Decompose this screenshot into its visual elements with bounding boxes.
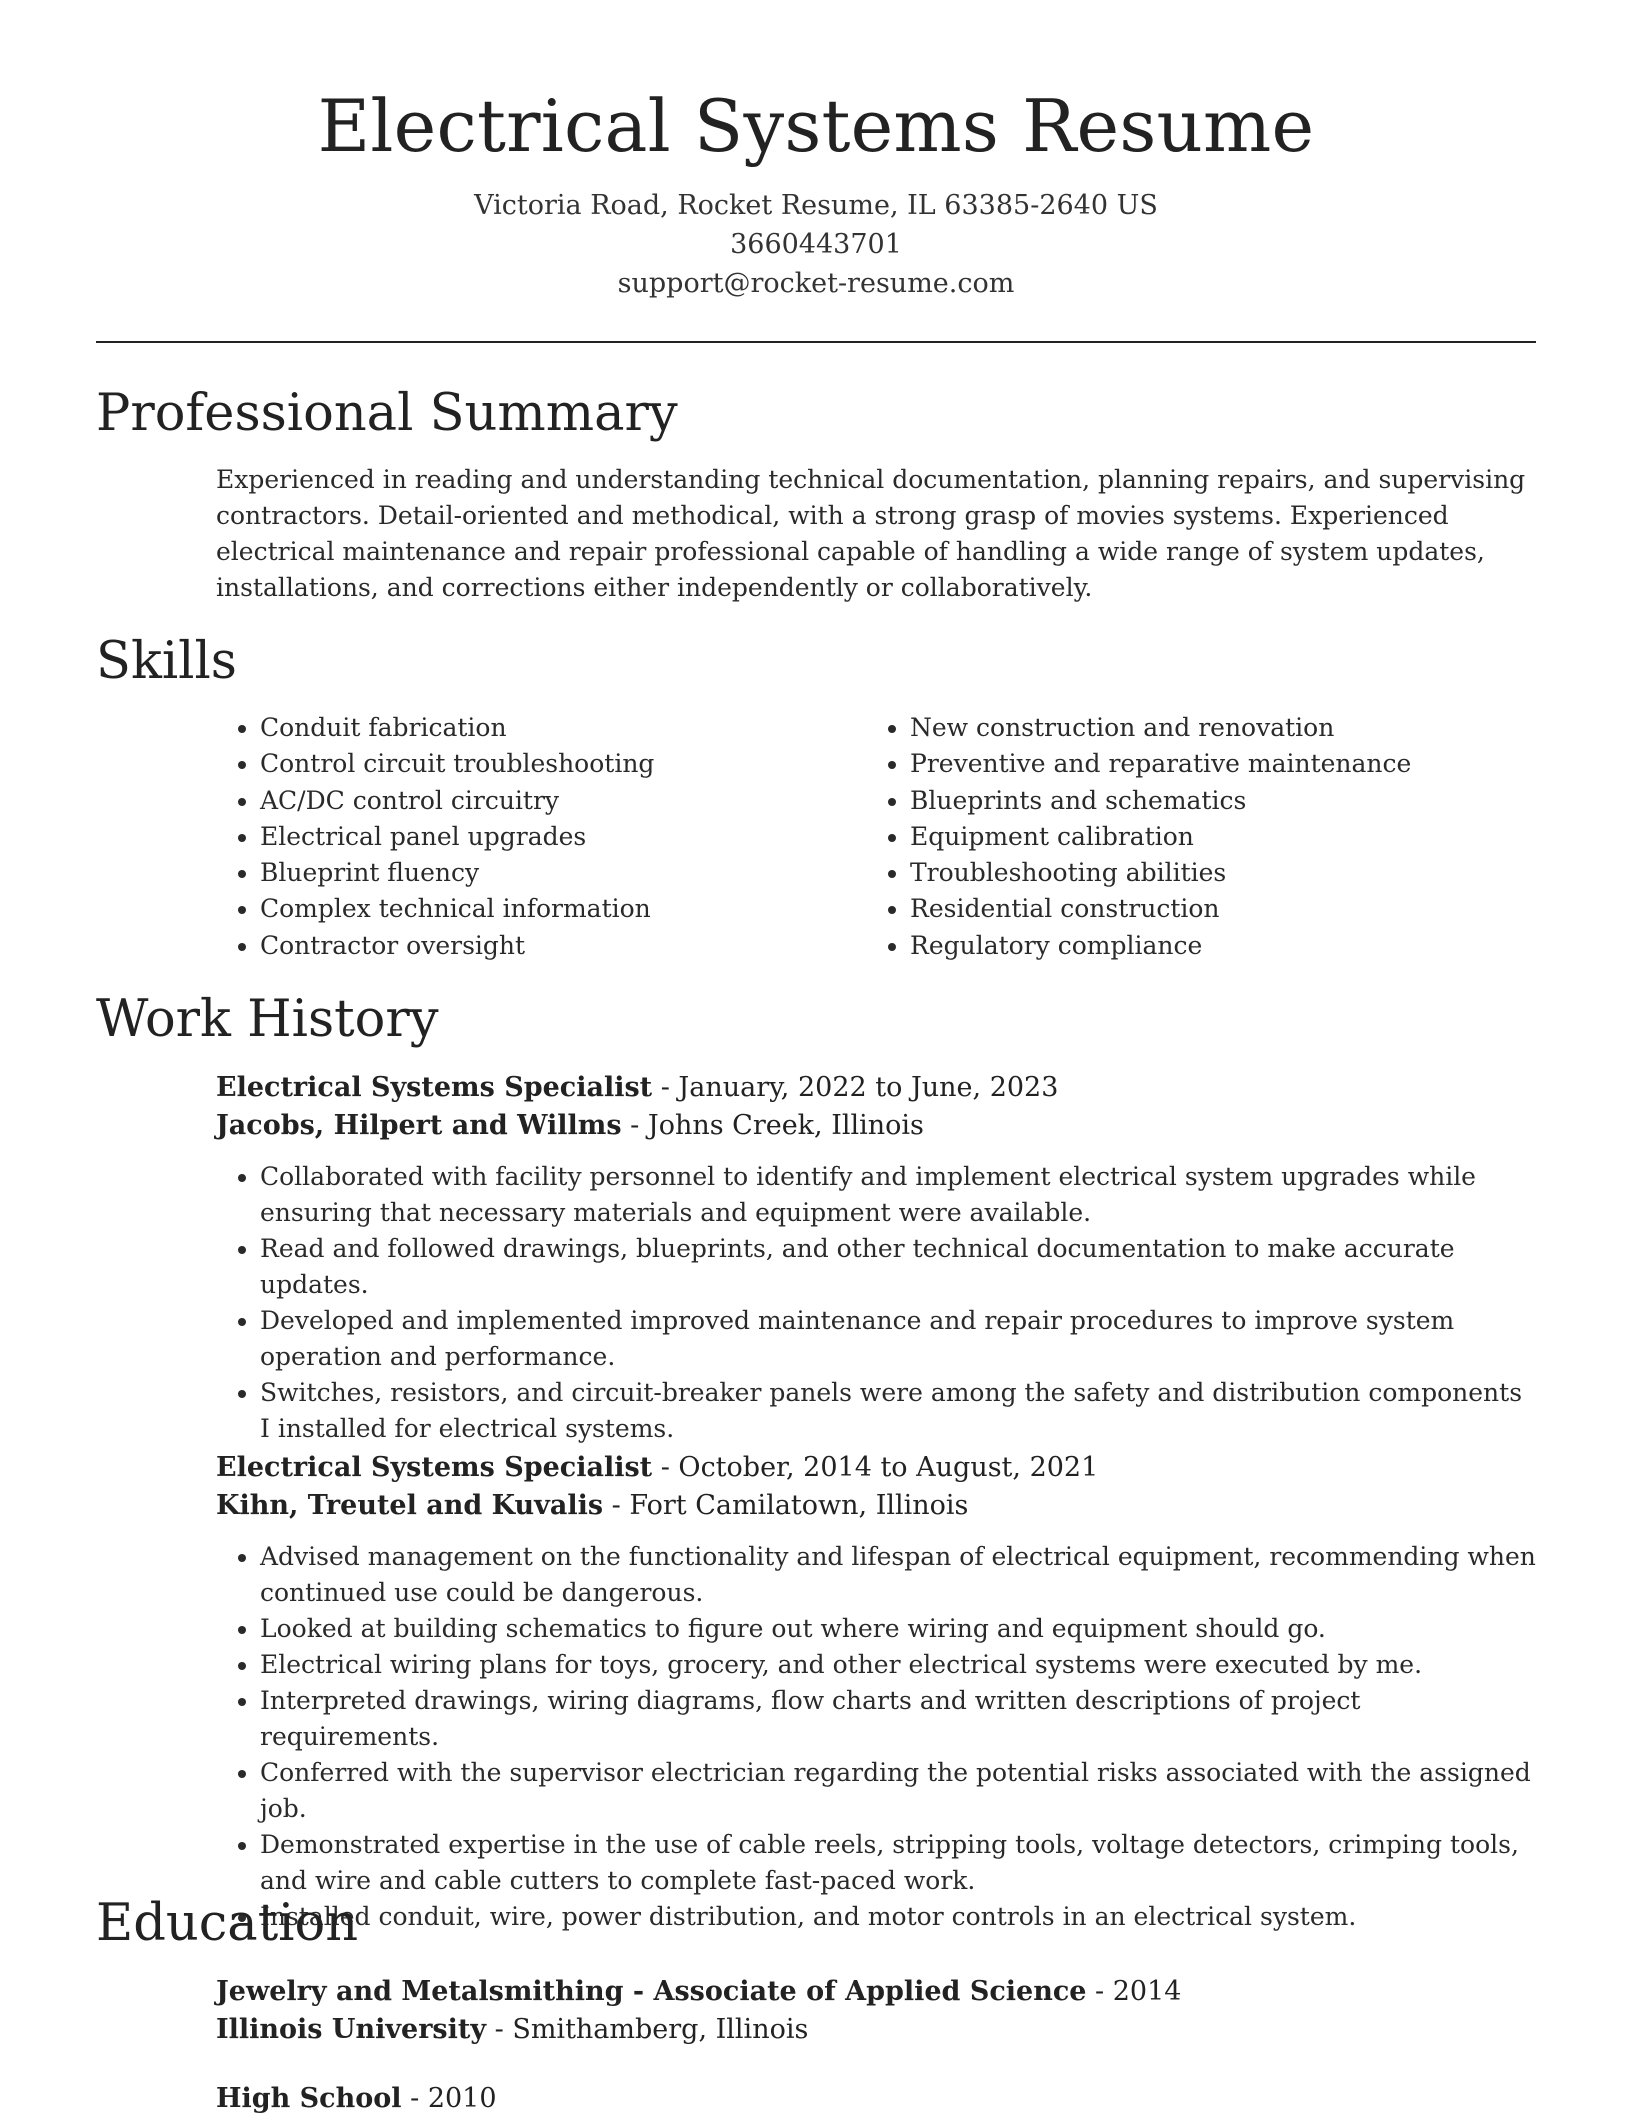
job-location: - Fort Camilatown, Illinois: [603, 1490, 969, 1521]
header-divider: [96, 341, 1536, 343]
skill-item: • Control circuit troubleshooting: [260, 746, 816, 782]
job-duty: • Demonstrated expertise in the use of cable reels, stripping tools, voltage detectors, crimping tools, and wire and cable cutters to complete fast-paced work.: [260, 1827, 1536, 1899]
skill-item: • Regulatory compliance: [910, 928, 1536, 964]
contact-info: [0, 186, 1632, 303]
skills-column-right: [866, 710, 1536, 964]
skill-item: • Electrical panel upgrades: [260, 819, 816, 855]
skills-list-right: [866, 710, 1536, 964]
skill-item: • Complex technical information: [260, 891, 816, 927]
job-title: Electrical Systems Specialist: [216, 1072, 653, 1103]
job-duty: • Interpreted drawings, wiring diagrams, flow charts and written descriptions of project requirements.: [260, 1683, 1536, 1755]
skills-heading: Skills: [96, 632, 237, 691]
resume-title: Electrical Systems Resume: [317, 84, 1315, 168]
job-entry: [216, 1449, 1536, 1935]
resume-header: [0, 80, 1632, 303]
job-entry: [216, 1069, 1536, 1447]
skill-item: • Residential construction: [910, 891, 1536, 927]
education-location: - Smithamberg, Illinois: [486, 2014, 809, 2045]
education-program: High School: [216, 2083, 402, 2114]
skill-item: • Blueprints and schematics: [910, 783, 1536, 819]
job-duty: • Advised management on the functionality and lifespan of electrical equipment, recommending when continued use could be dangerous.: [260, 1539, 1536, 1611]
education-program-line: [216, 1973, 1536, 2011]
job-duty: • Looked at building schematics to figure out where wiring and equipment should go.: [260, 1611, 1536, 1647]
education-heading: Education: [96, 1894, 359, 1953]
skill-item: • Conduit fabrication: [260, 710, 816, 746]
education-year: - 2010: [401, 2083, 497, 2114]
work-history-heading: Work History: [96, 990, 439, 1049]
job-company: Jacobs, Hilpert and Willms: [216, 1110, 622, 1141]
skill-item: • Blueprint fluency: [260, 855, 816, 891]
education-school: Illinois University: [216, 2014, 487, 2045]
education-program: Jewelry and Metalsmithing - Associate of Applied Science: [216, 1976, 1087, 2007]
contact-address: Victoria Road, Rocket Resume, IL 63385-2640 US: [474, 190, 1158, 221]
job-title: Electrical Systems Specialist: [216, 1452, 653, 1483]
job-duty: • Developed and implemented improved maintenance and repair procedures to improve system operation and performance.: [260, 1303, 1536, 1375]
job-company: Kihn, Treutel and Kuvalis: [216, 1490, 604, 1521]
job-company-line: [216, 1487, 1536, 1525]
skill-item: • Troubleshooting abilities: [910, 855, 1536, 891]
education-year: - 2014: [1086, 1976, 1182, 2007]
education-school-line: [216, 2011, 1536, 2049]
job-dates: - January, 2022 to June, 2023: [652, 1072, 1059, 1103]
job-duties: [216, 1539, 1536, 1935]
job-duty: • Switches, resistors, and circuit-breaker panels were among the safety and distribution components I installed for electrical systems.: [260, 1375, 1536, 1447]
job-duty: • Collaborated with facility personnel to identify and implement electrical system upgrades while ensuring that necessary materials and equipment were available.: [260, 1159, 1536, 1231]
summary-heading: Professional Summary: [96, 384, 678, 443]
job-duty: • Electrical wiring plans for toys, grocery, and other electrical systems were executed by me.: [260, 1647, 1536, 1683]
job-duties: [216, 1159, 1536, 1447]
job-duty: • Conferred with the supervisor electrician regarding the potential risks associated with the assigned job.: [260, 1755, 1536, 1827]
skill-item: • Equipment calibration: [910, 819, 1536, 855]
contact-email: support@rocket-resume.com: [617, 268, 1015, 299]
skills-column-left: [216, 710, 816, 964]
job-location: - Johns Creek, Illinois: [621, 1110, 924, 1141]
job-title-line: [216, 1449, 1536, 1487]
job-duty: • Installed conduit, wire, power distribution, and motor controls in an electrical system.: [260, 1899, 1536, 1935]
skill-item: • New construction and renovation: [910, 710, 1536, 746]
education-program-line: [216, 2080, 1536, 2118]
job-dates: - October, 2014 to August, 2021: [652, 1452, 1099, 1483]
skill-item: • Preventive and reparative maintenance: [910, 746, 1536, 782]
skill-item: • Contractor oversight: [260, 928, 816, 964]
job-company-line: [216, 1107, 1536, 1145]
contact-phone: 3660443701: [730, 229, 902, 260]
education-entry: [216, 1973, 1536, 2049]
job-duty: • Read and followed drawings, blueprints, and other technical documentation to make accurate updates.: [260, 1231, 1536, 1303]
skills-list-left: [216, 710, 816, 964]
skill-item: • AC/DC control circuitry: [260, 783, 816, 819]
job-title-line: [216, 1069, 1536, 1107]
summary-text: Experienced in reading and understanding technical documentation, planning repairs, and supervising contractors. Detail-oriented and methodical, with a strong grasp of movies systems. Experienced electrical maintenance and repair professional capable of handling a wide range of system updates, installations, and corrections either independently or collaboratively.: [216, 465, 1526, 602]
education-entry: [216, 2080, 1536, 2118]
